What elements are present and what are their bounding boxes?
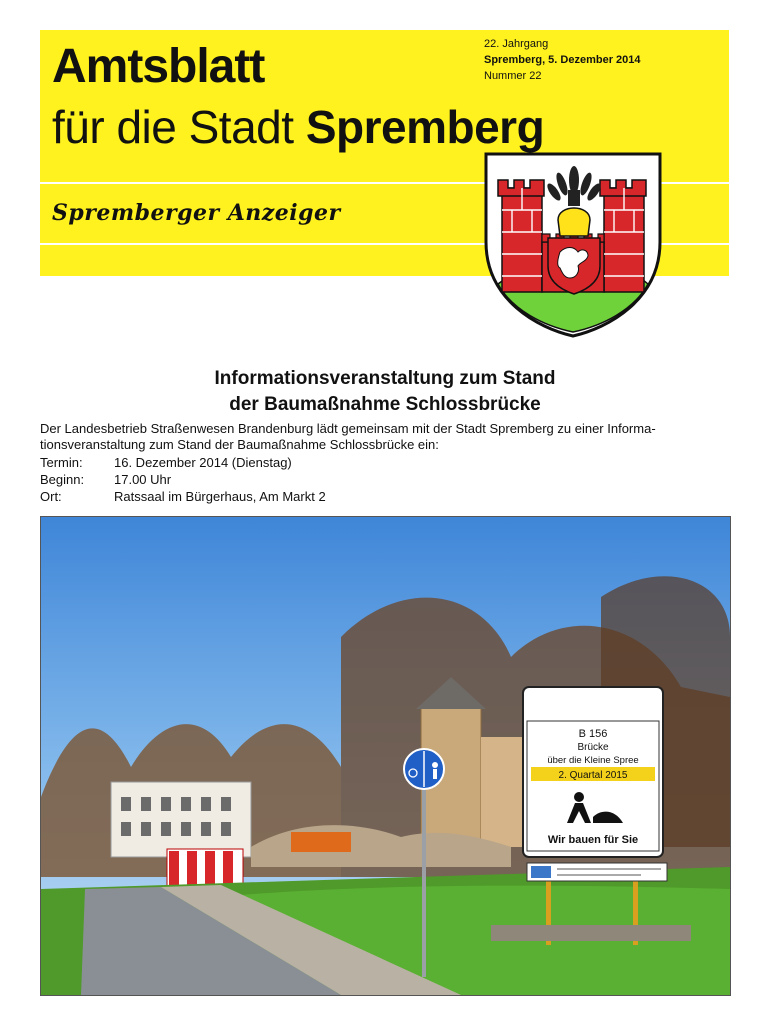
masthead-town-prefix: für die Stadt [52,101,294,153]
event-details [40,454,326,505]
headline-line-2: der Baumaßnahme Schlossbrücke [229,394,541,415]
photo-illustration [41,517,730,995]
sign-line-1: Brücke [577,742,609,753]
sign-line-2: über die Kleine Spree [547,755,639,766]
masthead-subtitle: Spremberger Anzeiger [52,200,341,226]
sign-road-text: B 156 [578,728,608,740]
detail-label: Ort: [40,489,62,504]
detail-label: Termin: [40,455,83,470]
detail-row-date [40,454,326,471]
worker-icon [574,792,584,802]
detail-value: Ratssaal im Bürgerhaus, Am Markt 2 [114,489,326,504]
issue-date: Spremberg, 5. Dezember 2014 [484,54,641,66]
masthead-town-name: Spremberg [305,101,545,153]
article-headline [40,366,730,418]
masthead-title: Amtsblatt [52,40,265,93]
intro-line-2: tionsveranstaltung zum Stand der Baumaßnahme Schlossbrücke ein: [40,437,439,452]
article-intro [40,421,730,453]
sign-slogan: Wir bauen für Sie [547,834,639,846]
construction-site-photo [40,516,731,996]
detail-row-location [40,488,326,505]
detail-value: 16. Dezember 2014 (Dienstag) [114,455,292,470]
intro-line-1: Der Landesbetrieb Straßenwesen Brandenburg lädt gemeinsam mit der Stadt Spremberg zu einer Informa- [40,421,656,436]
masthead-town-line [52,98,544,156]
issue-number: Nummer 22 [484,70,542,82]
detail-value: 17.00 Uhr [114,472,172,487]
detail-row-start [40,471,326,488]
sign-quarter: 2. Quartal 2015 [558,770,628,781]
headline-line-1: Informationsveranstaltung zum Stand [214,368,556,389]
coat-of-arms-icon [478,150,668,340]
issue-meta [484,36,641,84]
road-barrier [167,849,243,887]
detail-label: Beginn: [40,472,85,487]
issue-volume: 22. Jahrgang [484,38,549,50]
